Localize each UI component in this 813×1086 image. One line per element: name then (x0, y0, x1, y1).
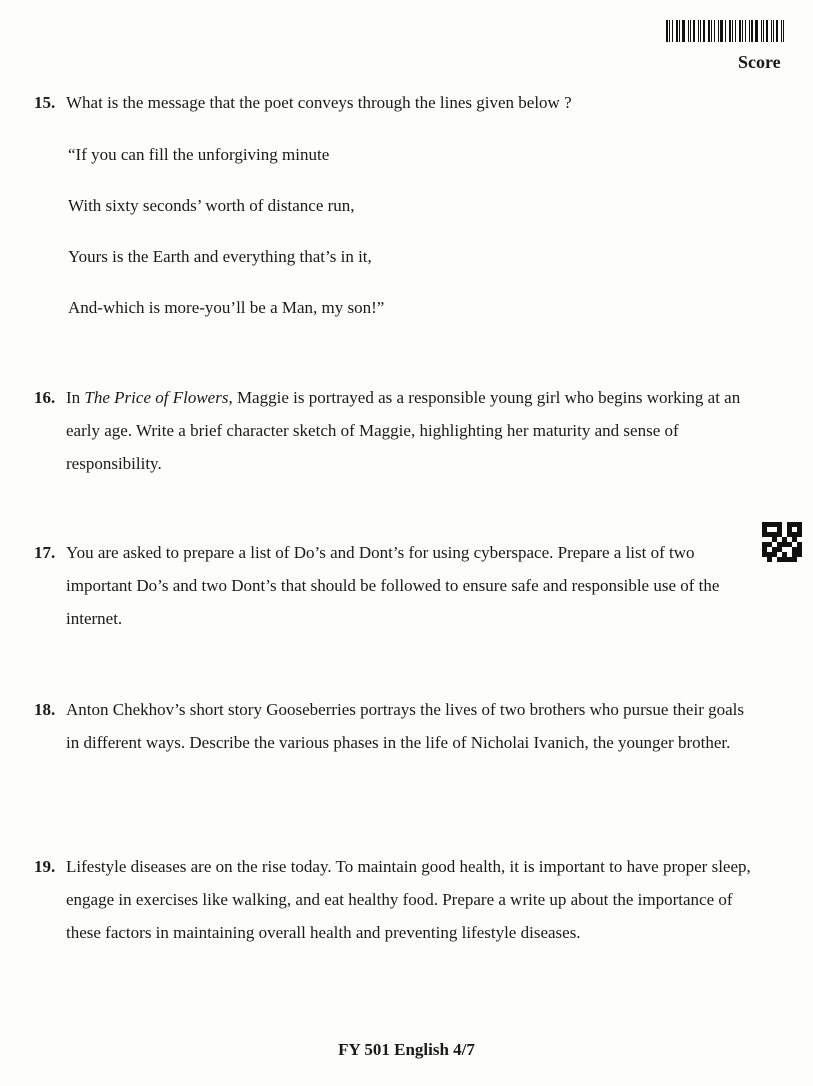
question-number: 19. (34, 857, 56, 876)
poem-line: “If you can fill the unforgiving minute (68, 145, 330, 164)
question-number: 15. (34, 93, 56, 112)
question-18 (34, 693, 752, 759)
story-title: The Price of Flowers (84, 388, 229, 407)
question-19 (34, 850, 752, 949)
question-text: You are asked to prepare a list of Do’s and Dont’s for using cyberspace. Prepare a list of two important Do’s and two Dont’s that should be followed to ensure safe and responsible use of the internet. (66, 543, 720, 628)
question-number: 16. (34, 388, 56, 407)
question-text: In The Price of Flowers, Maggie is portrayed as a responsible young girl who begins working at an early age. Write a brief character sketch of Maggie, highlighting her maturity and sense of responsibility. (66, 388, 741, 473)
barcode-image (666, 20, 790, 42)
question-16 (34, 381, 752, 480)
poem-line: And-which is more-you’ll be a Man, my son!” (68, 298, 385, 317)
question-text: Lifestyle diseases are on the rise today. To maintain good health, it is important to have proper sleep, engage in exercises like walking, and eat healthy food. Prepare a write up about the importance of these factors in maintaining overall health and preventing lifestyle diseases. (66, 857, 751, 942)
question-number: 18. (34, 700, 56, 719)
question-text: Anton Chekhov’s short story Gooseberries portrays the lives of two brothers who pursue their goals in different ways. Describe the various phases in the life of Nicholai Ivanich, the younger brother. (66, 700, 744, 752)
poem-line: Yours is the Earth and everything that’s in it, (68, 247, 372, 266)
question-text: What is the message that the poet conveys through the lines given below ? (66, 93, 572, 112)
poem-line: With sixty seconds’ worth of distance run, (68, 196, 355, 215)
score-label: Score (738, 52, 781, 72)
question-number: 17. (34, 543, 56, 562)
question-15 (34, 86, 752, 119)
qr-code-image (762, 522, 802, 562)
question-17 (34, 536, 752, 635)
poem-excerpt (68, 145, 384, 349)
page-footer: FY 501 English 4/7 (338, 1040, 475, 1059)
